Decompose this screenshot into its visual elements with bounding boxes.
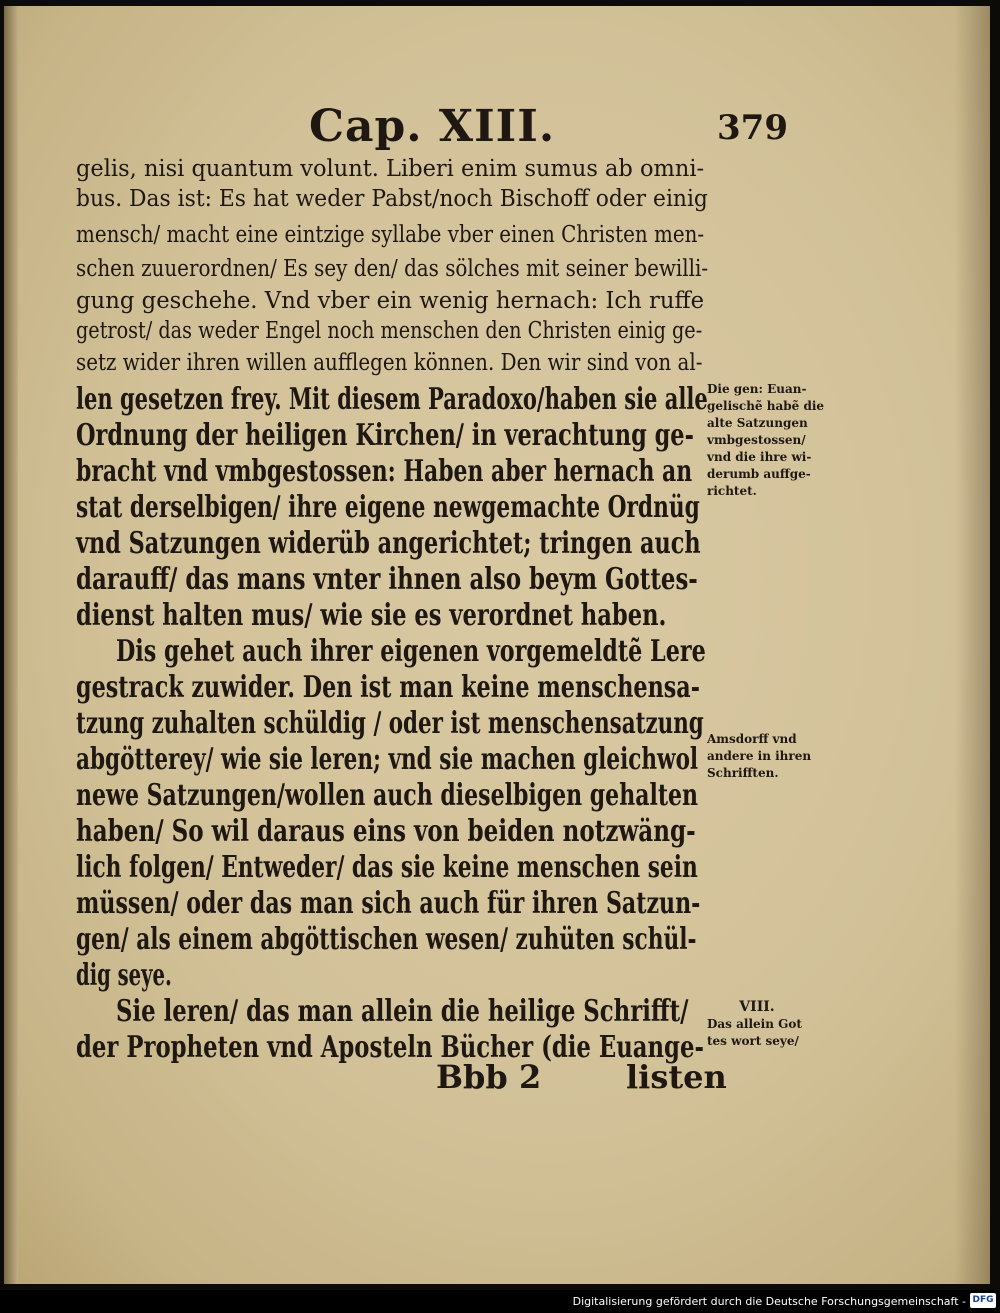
catchword: listen	[626, 1058, 727, 1096]
text-line: stat derselbigen/ ihre eigene newgemachte Ordnüg	[76, 490, 700, 525]
text-line: lich folgen/ Entweder/ das sie keine menschen sein	[76, 850, 698, 885]
text-line: Dis gehet auch ihrer eigenen vorgemeldtẽ Lere	[116, 634, 706, 669]
text-line: gen/ als einem abgöttischen wesen/ zuhüten schül-	[76, 922, 697, 957]
text-line: gestrack zuwider. Den ist man keine menschensa-	[76, 670, 700, 705]
text-line: bus. Das ist: Es hat weder Pabst/noch Bischoff oder einig	[76, 186, 708, 212]
signature-mark: Bbb 2	[436, 1058, 542, 1096]
margin-note-1	[707, 381, 837, 500]
text-line: müssen/ oder das man sich auch für ihren Satzun-	[76, 886, 701, 921]
margin-note-2	[707, 731, 837, 782]
text-line: Sie leren/ das man allein die heilige Schrifft/	[116, 994, 689, 1029]
margin-note-line: gelischẽ habẽ die	[707, 399, 825, 413]
page-gutter-shadow	[4, 6, 18, 1284]
text-line: darauff/ das mans vnter ihnen also beym Gottes-	[76, 562, 698, 597]
text-line: gung geschehe. Vnd vber ein wenig hernach: Ich ruffe	[76, 288, 705, 314]
text-line: dienst halten mus/ wie sie es verordnet haben.	[76, 598, 667, 633]
text-line: vnd Satzungen widerüb angerichtet; tringen auch	[76, 526, 701, 561]
text-line: mensch/ macht eine eintzige syllabe vber einen Christen men-	[76, 222, 705, 248]
margin-note-line: VIII.	[739, 999, 775, 1015]
margin-note-line: alte Satzungen	[707, 416, 808, 430]
margin-note-3	[707, 999, 837, 1050]
text-line: Ordnung der heiligen Kirchen/ in verachtung ge-	[76, 418, 694, 453]
text-line: tzung zuhalten schüldig / oder ist menschensatzung	[76, 706, 704, 741]
margin-note-line: Amsdorff vnd	[707, 732, 797, 746]
margin-note-line: Das allein Got	[707, 1017, 802, 1031]
book-page	[4, 6, 990, 1284]
footer-credit: Digitalisierung gefördert durch die Deutsche Forschungsgemeinschaft -	[572, 1295, 966, 1308]
text-line: schen zuuerordnen/ Es sey den/ das sölches mit seiner bewilli-	[76, 256, 709, 282]
text-line: abgötterey/ wie sie leren; vnd sie machen gleichwol	[76, 742, 699, 777]
margin-note-line: Schrifften.	[707, 766, 779, 780]
margin-note-line: vnd die ihre wi-	[707, 450, 812, 464]
margin-note-line: vmbgestossen/	[707, 433, 806, 447]
dfg-logo: DFG	[970, 1293, 996, 1308]
margin-note-line: tes wort seye/	[707, 1034, 799, 1048]
text-line: haben/ So wil daraus eins von beiden notzwäng-	[76, 814, 696, 849]
text-line: der Propheten vnd Aposteln Bücher (die Euange-	[76, 1030, 704, 1065]
text-line: getrost/ das weder Engel noch menschen den Christen einig ge-	[76, 318, 703, 344]
text-line: newe Satzungen/wollen auch dieselbigen gehalten	[76, 778, 699, 813]
margin-note-line: richtet.	[707, 484, 757, 498]
text-line: len gesetzen frey. Mit diesem Paradoxo/haben sie alle	[76, 382, 708, 417]
margin-note-line: derumb auffge-	[707, 467, 811, 481]
running-title: Cap. XIII.	[309, 101, 556, 152]
page-number: 379	[717, 108, 788, 148]
margin-note-line: Die gen: Euan-	[707, 382, 807, 396]
text-line: setz wider ihren willen aufflegen können. Den wir sind von al-	[76, 350, 703, 376]
text-line: gelis, nisi quantum volunt. Liberi enim sumus ab omni-	[76, 156, 705, 182]
page-edge-shadow	[954, 6, 990, 1284]
text-line: dig seye.	[76, 958, 172, 993]
text-line: bracht vnd vmbgestossen: Haben aber hernach an	[76, 454, 693, 489]
margin-note-line: andere in ihren	[707, 749, 812, 763]
